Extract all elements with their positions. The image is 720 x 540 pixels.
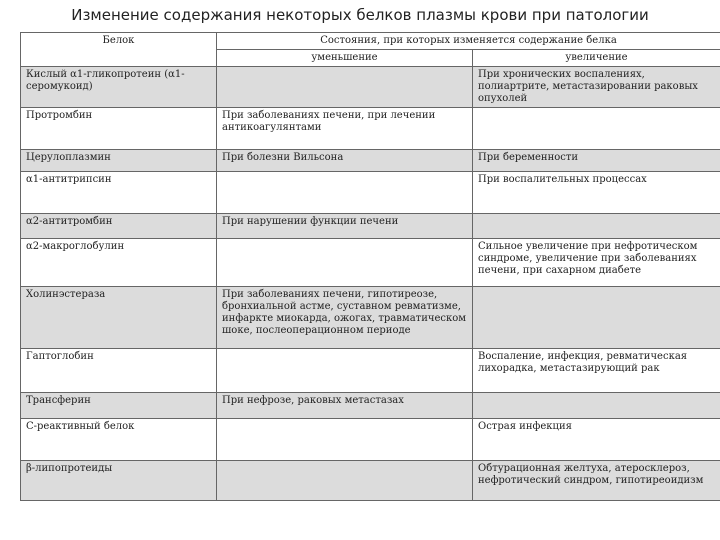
- cell-decrease: При болезни Вильсона: [217, 150, 473, 172]
- table-row: [21, 349, 720, 393]
- page-title: Изменение содержания некоторых белков плазмы крови при патологии: [71, 6, 649, 24]
- cell-protein: Протромбин: [21, 108, 217, 150]
- cell-increase: Обтурационная желтуха, атеросклероз, нефротический синдром, гипотиреоидизм: [473, 461, 720, 501]
- header-increase: увеличение: [473, 50, 720, 67]
- table-row: [21, 150, 720, 172]
- cell-decrease: [217, 461, 473, 501]
- cell-increase: [473, 393, 720, 419]
- cell-protein: С-реактивный белок: [21, 419, 217, 461]
- table-row: [21, 67, 720, 108]
- cell-decrease: При нарушении функции печени: [217, 214, 473, 239]
- cell-increase: При хронических воспалениях, полиартрите, метастазировании раковых опухолей: [473, 67, 720, 108]
- cell-decrease: [217, 419, 473, 461]
- cell-decrease: [217, 349, 473, 393]
- cell-decrease: При заболеваниях печени, при лечении антикоагулянтами: [217, 108, 473, 150]
- cell-protein: α2-макроглобулин: [21, 239, 217, 287]
- table-row: [21, 287, 720, 349]
- cell-protein: Гаптоглобин: [21, 349, 217, 393]
- cell-protein: Кислый α1-гликопротеин (α1-серомукоид): [21, 67, 217, 108]
- cell-protein: Церулоплазмин: [21, 150, 217, 172]
- cell-protein: β-липопротеиды: [21, 461, 217, 501]
- table-row: [21, 461, 720, 501]
- cell-decrease: [217, 67, 473, 108]
- cell-protein: α2-антитромбин: [21, 214, 217, 239]
- cell-increase: При воспалительных процессах: [473, 172, 720, 214]
- cell-increase: [473, 108, 720, 150]
- cell-increase: Острая инфекция: [473, 419, 720, 461]
- table-row: [21, 172, 720, 214]
- cell-decrease: [217, 172, 473, 214]
- cell-increase: [473, 287, 720, 349]
- cell-increase: Сильное увеличение при нефротическом синдроме, увеличение при заболеваниях печени, при сахарном диабете: [473, 239, 720, 287]
- cell-protein: Холинэстераза: [21, 287, 217, 349]
- header-conditions: Состояния, при которых изменяется содержание белка: [217, 33, 720, 50]
- cell-protein: Трансферин: [21, 393, 217, 419]
- table-row: [21, 393, 720, 419]
- cell-decrease: [217, 239, 473, 287]
- cell-protein: α1-антитрипсин: [21, 172, 217, 214]
- cell-decrease: При заболеваниях печени, гипотиреозе, бронхиальной астме, суставном ревматизме, инфаркте миокарда, ожогах, травматическом шоке, послеоперационном периоде: [217, 287, 473, 349]
- table-row: [21, 214, 720, 239]
- cell-decrease: При нефрозе, раковых метастазах: [217, 393, 473, 419]
- table-row: [21, 419, 720, 461]
- cell-increase: Воспаление, инфекция, ревматическая лихорадка, метастазирующий рак: [473, 349, 720, 393]
- table-row: [21, 108, 720, 150]
- cell-increase: [473, 214, 720, 239]
- header-decrease: уменьшение: [217, 50, 473, 67]
- cell-increase: При беременности: [473, 150, 720, 172]
- protein-table: [20, 32, 720, 501]
- table-row: [21, 239, 720, 287]
- header-protein: Белок: [21, 33, 217, 67]
